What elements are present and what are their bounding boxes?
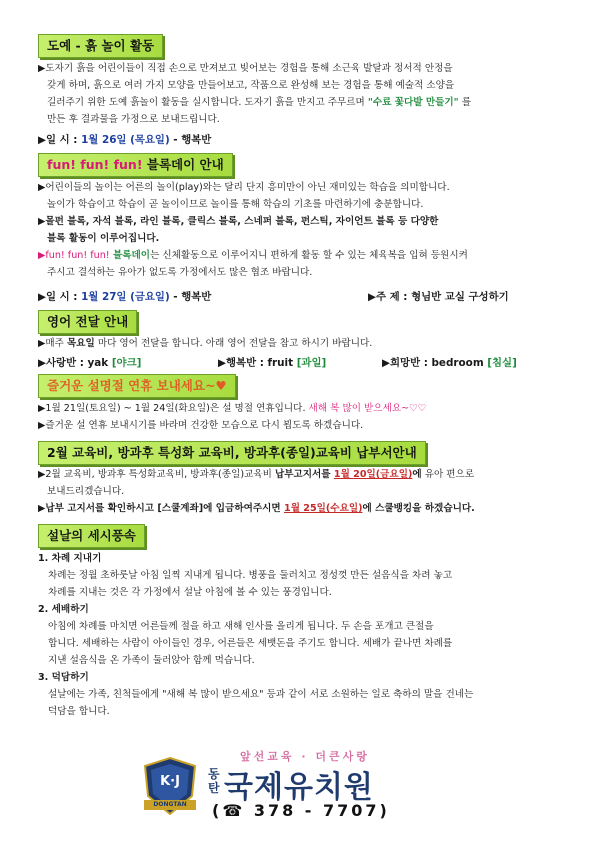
section-customs-header	[38, 524, 145, 548]
section-block-day-header	[38, 153, 233, 177]
date-value: 1월 27일 (금요일)	[81, 291, 170, 303]
section-english-header	[38, 310, 137, 334]
date-value: 1월 26일 (목요일)	[81, 134, 170, 146]
section-pottery-header	[38, 34, 163, 58]
small-label-2: 탄	[208, 781, 220, 795]
custom-heading: 3. 덕담하기	[38, 672, 89, 683]
quote-highlight: "수료 꽃다발 만들기"	[367, 97, 459, 108]
emblem-letters: K·J	[160, 774, 180, 789]
section-tuition-body: ▶2월 교육비, 방과후 특성화교육비, 방과후(종일)교육비 납부고지서를 1월 20일(금요일)에 유아 편으로 보내드리겠습니다. ▶납부 고지서를 확인하시고 [스쿨계좌]에 입금하여주시면 1월 25일(수요일)에 스쿨뱅킹을 하겠습니다.	[38, 469, 475, 514]
english-word-huimang: ▶희망반 : bedroom [침실]	[382, 357, 517, 369]
small-label-1: 동	[208, 767, 220, 781]
section-tuition-header	[38, 441, 426, 465]
pottery-date-row: ▶일 시 : 1월 26일 (목요일) - 행복반	[38, 134, 212, 146]
section-title: 2월 교육비, 방과후 특성화 교육비, 방과후(종일)교육비 납부서안내	[38, 441, 426, 465]
section-title: 즐거운 설명절 연휴 보내세요~♥	[38, 374, 236, 398]
slogan: 앞선교육 · 더큰사랑	[240, 750, 370, 763]
section-title: fun! fun! fun! 블록데이 안내	[38, 153, 233, 177]
block-day-date-row: ▶일 시 : 1월 27일 (금요일) - 행복반	[38, 291, 212, 303]
section-title: 영어 전달 안내	[38, 310, 137, 334]
new-year-wish: 새해 복 많이 받으세요~♡♡	[308, 403, 427, 414]
phone-number: (☎ 378 - 7707)	[212, 801, 390, 820]
section-title: 도예 - 흙 놀이 활동	[38, 34, 163, 58]
english-word-sarang: ▶사랑반 : yak [야크]	[38, 357, 142, 369]
section-block-day-body: ▶어린이들의 놀이는 어른의 놀이(play)와는 달리 단지 흥미만이 아닌 재미있는 학습을 의미합니다. 놀이가 학습이고 학습이 곧 놀이이므로 놀이를 통해 학습의 기초를 마련하기에 충분합니다. ▶몰펀 블록, 자석 블록, 라인 블록, 클릭스 블록, 스네퍼 블록, 펀스틱, 자이언트 블록 등 다양한 블록 활동이 이루어집니다. ▶fun! fun! fun! 블록데이는 신체활동으로 이루어지니 편하게 활동 할 수 있는 체육복을 입혀 등원시켜 주시고 결석하는 유아가 없도록 가정에서도 많은 협조 바랍니다.	[38, 182, 468, 278]
footer-logo	[140, 748, 560, 826]
section-english-body: ▶매주 목요일 마다 영어 전달을 합니다. 아래 영어 전달을 참고 하시기 바랍니다.	[38, 338, 373, 349]
notice-date: 1월 20일(금요일)	[333, 469, 413, 480]
english-word-haengbok: ▶행복반 : fruit [과일]	[218, 357, 327, 369]
banking-date: 1월 25일(수요일)	[284, 503, 363, 514]
section-title: 설날의 세시풍속	[38, 524, 145, 548]
emblem-subtext: DONGTAN	[153, 801, 187, 808]
block-day-theme-row: ▶주 제 : 형님반 교실 구성하기	[368, 291, 509, 303]
section-holiday-header	[38, 374, 236, 398]
section-customs-body: 1. 차례 지내기 차례는 정월 초하룻날 아침 일찍 지내게 됩니다. 병풍을 둘러치고 정성껏 만든 설음식을 차려 놓고 차례를 지내는 것은 각 가정에서 설날 아침에 볼 수 있는 풍경입니다. 2. 세배하기 아침에 차례를 마치면 어른들께 절을 하고 새해 인사를 올리게 됩니다. 두 손을 포개고 큰절을 합니다. 세배하는 사람이 아이들인 경우, 어른들은 세뱃돈을 주기도 합니다. 세배가 끝나면 차례를 지낸 설음식을 온 가족이 둘러앉아 함께 먹습니다. 3. 덕담하기 설날에는 가족, 친척들에게 "새해 복 많이 받으세요" 등과 같이 서로 소원하는 일로 축하의 말을 건네는 덕담을 합니다.	[38, 550, 578, 720]
section-holiday-body: ▶1월 21일(토요일) ~ 1월 24일(화요일)은 설 명절 연휴입니다. 새해 복 많이 받으세요~♡♡ ▶즐거운 설 연휴 보내시기를 바라며 건강한 모습으로 다시 뵙도록 하겠습니다.	[38, 403, 427, 431]
custom-heading: 1. 차례 지내기	[38, 553, 102, 564]
kindergarten-name: 국제유치원	[224, 770, 374, 805]
section-pottery-body: ▶도자기 흙을 어린이들이 직접 손으로 만져보고 빚어보는 경험을 통해 소근육 발달과 정서적 안정을 갖게 하며, 흙으로 여러 가지 모양을 만들어보고, 작품으로 완성해 보는 경험을 통해 예술적 소양을 길러주기 위한 도예 흙놀이 활동을 실시합니다. 도자기 흙을 만지고 주무르며 "수료 꽃다발 만들기" 를 만든 후 결과물을 가정으로 보내드립니다.	[38, 63, 472, 125]
custom-heading: 2. 세배하기	[38, 604, 89, 615]
